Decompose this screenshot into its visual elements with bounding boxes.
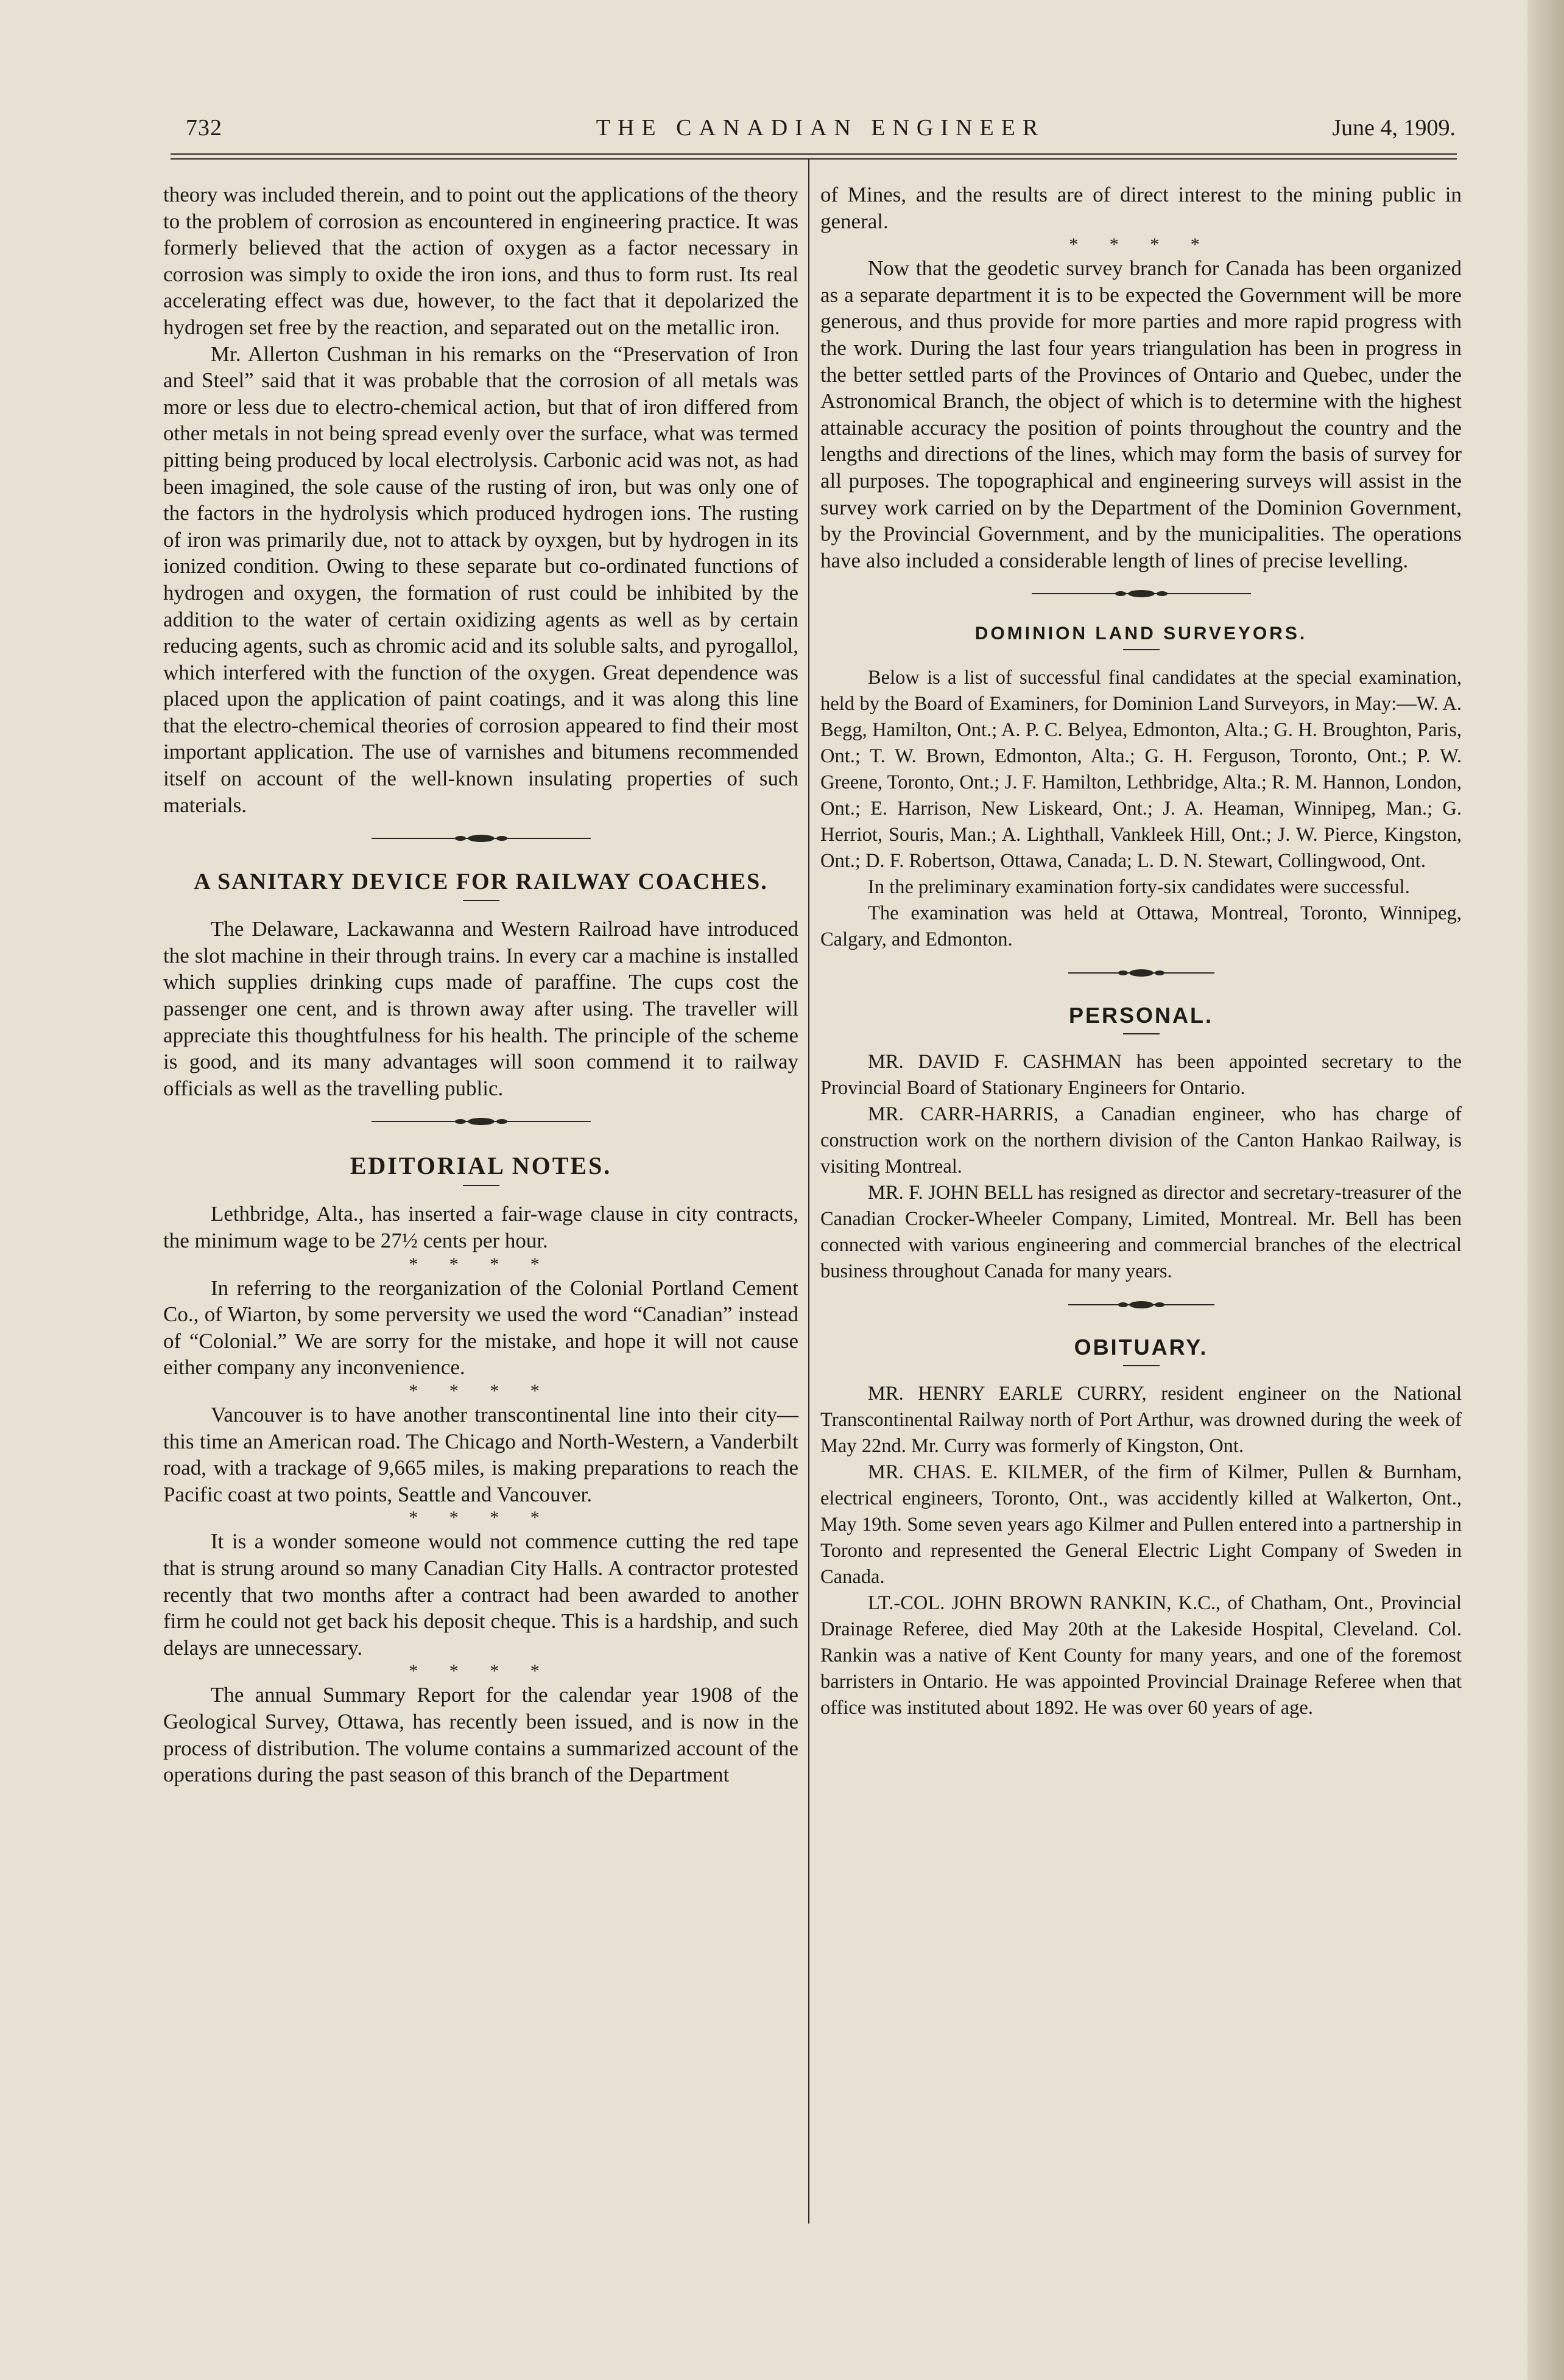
star-separator: * * * * — [1069, 234, 1213, 255]
star-separator: * * * * — [409, 1254, 553, 1274]
section-heading: EDITORIAL NOTES. — [350, 1152, 612, 1180]
page-number: 732 — [186, 115, 222, 141]
section-heading: PERSONAL. — [1068, 1003, 1214, 1028]
heading-rule — [1123, 649, 1160, 650]
paragraph: MR. DAVID F. CASHMAN has been appointed secretary to the Provincial Board of Stationary Engineers for Ontario. — [820, 1051, 1462, 1100]
heading-rule — [1123, 1033, 1160, 1034]
section-heading: OBITUARY. — [1074, 1335, 1208, 1360]
paragraph: MR. CHAS. E. KILMER, of the firm of Kilmer, Pullen & Burnham, electrical engineers, Toronto, Ont., was accidently killed at Walkerton, Ont., May 19th. Some seven years ago Kilmer and Pullen entered into a partnership in Toronto and represented the General Electric Light Company of Sweden in Canada. — [820, 1461, 1462, 1588]
star-separator: * * * * — [409, 1508, 553, 1528]
ornament-divider — [372, 833, 591, 844]
section-heading: A SANITARY DEVICE FOR RAILWAY COACHES. — [194, 869, 768, 895]
paragraph: Mr. Allerton Cushman in his remarks on the “Preservation of Iron and Steel” said that it was probable that the corrosion of all metals was more or less due to electro-chemical action, but that of iron differed from other metals in not being spread evenly over the surface, what was termed pitting being produced by local electrolysis. Carbonic acid was not, as had been imagined, the sole cause of the rusting of iron, but was only one of the factors in the hydrolysis which produced hydrogen ions. The rusting of iron was primarily due, not to attack by oyxgen, but by hydrogen in its ionized condition. Owing to these separate but co-ordinated functions of hydrogen and oxygen, the formation of rust could be inhibited by the addition to the water of certain oxidizing agents as well as by certain reducing agents, such as chromic acid and its soluble salts, and pyrogallol, which interfered with the function of the oxygen. Great dependence was placed upon the application of paint coatings, and it was along this line that the electro-chemical theories of corrosion appeared to find their most important application. The use of varnishes and bitumens recommended itself on account of the well-known insulating properties of such materials. — [163, 342, 798, 817]
header-rule — [171, 153, 1457, 155]
right-column — [820, 181, 1462, 1721]
heading-rule — [463, 900, 499, 901]
issue-date: June 4, 1909. — [1332, 115, 1456, 141]
heading-rule — [463, 1185, 499, 1186]
paragraph: Vancouver is to have another transcontinental line into their city—this time an American road. The Chicago and North-Western, a Vanderbilt road, with a trackage of 9,665 miles, is making preparations to reach the Pacific coast at two points, Seattle and Vancouver. — [163, 1402, 798, 1506]
ornament-divider — [372, 1116, 591, 1127]
page-edge — [1527, 0, 1564, 2380]
ornament-divider — [1068, 967, 1214, 978]
paragraph: In referring to the reorganization of the Colonial Portland Cement Co., of Wiarton, by some perversity we used the word “Canadian” instead of “Colonial.” We are sorry for the mistake, and hope it will not cause either company any inconvenience. — [163, 1276, 798, 1380]
paragraph: of Mines, and the results are of direct interest to the mining public in general. — [820, 183, 1462, 233]
running-header — [186, 110, 1456, 146]
paragraph: MR. F. JOHN BELL has resigned as director and secretary-treasurer of the Canadian Crocker-Wheeler Company, Limited, Montreal. Mr. Bell has been connected with various engineering and commercial branches of the electrical business throughout Canada for many years. — [820, 1182, 1462, 1283]
paragraph: Lethbridge, Alta., has inserted a fair-wage clause in city contracts, the minimum wage to be 27½ cents per hour. — [163, 1202, 798, 1252]
paragraph: MR. HENRY EARLE CURRY, resident engineer on the National Transcontinental Railway north of Port Arthur, was drowned during the week of May 22nd. Mr. Curry was formerly of Kingston, Ont. — [820, 1383, 1462, 1458]
header-rule-double — [171, 158, 1457, 160]
paragraph: MR. CARR-HARRIS, a Canadian engineer, who has charge of construction work on the northern division of the Canton Hankao Railway, is visiting Montreal. — [820, 1103, 1462, 1178]
paragraph: The Delaware, Lackawanna and Western Railroad have introduced the slot machine in their through trains. In every car a machine is installed which supplies drinking cups made of paraffine. The cups cost the passenger one cent, and is thrown away after using. The traveller will appreciate this thoughtfulness for his health. The principle of the scheme is good, and its many advantages will soon commend it to railway officials as well as the travelling public. — [163, 917, 798, 1100]
journal-title: THE CANADIAN ENGINEER — [596, 115, 1046, 141]
paragraph: In the preliminary examination forty-six candidates were successful. — [868, 876, 1410, 899]
paragraph: It is a wonder someone would not commence cutting the red tape that is strung around so many Canadian City Halls. A contractor protested recently that two months after a contract had been awarded to another firm he could not get back his deposit cheque. This is a hardship, and such delays are unnecessary. — [163, 1529, 798, 1660]
star-separator: * * * * — [409, 1380, 553, 1401]
paragraph: Now that the geodetic survey branch for Canada has been organized as a separate department it is to be expected the Government will be more generous, and thus provide for more parties and more rapid progress with the work. During the last four years triangulation has been in progress in the better settled parts of the Provinces of Ontario and Quebec, under the Astronomical Branch, the object of which is to determine with the highest attainable accuracy the position of points throughout the country and the lengths and directions of the lines, which may form the basis of survey for all purposes. The topographical and engineering surveys will assist in the survey work carried on by the Department of the Dominion Government, by the Provincial Government, and by the municipalities. The operations have also included a considerable length of lines of precise levelling. — [820, 256, 1462, 572]
paragraph: Below is a list of successful final candidates at the special examination, held by the Board of Examiners, for Dominion Land Surveyors, in May:—W. A. Begg, Hamilton, Ont.; A. P. C. Belyea, Edmonton, Alta.; G. H. Broughton, Paris, Ont.; T. W. Brown, Edmonton, Alta.; G. H. Ferguson, Toronto, Ont.; P. W. Greene, Toronto, Ont.; J. F. Hamilton, Lethbridge, Alta.; R. M. Hannon, London, Ont.; E. Harrison, New Liskeard, Ont.; J. A. Heaman, Winnipeg, Man.; G. Herriot, Souris, Man.; A. Lighthall, Vankleek Hill, Ont.; J. W. Pierce, Kingston, Ont.; D. F. Robertson, Ottawa, Canada; L. D. N. Stewart, Collingwood, Ont. — [820, 667, 1462, 872]
heading-rule — [1123, 1365, 1160, 1366]
section-heading: DOMINION LAND SURVEYORS. — [974, 623, 1308, 644]
paragraph: theory was included therein, and to point out the applications of the theory to the problem of corrosion as encountered in engineering practice. It was formerly believed that the action of oxygen as a factor necessary in corrosion was simply to oxide the iron ions, and thus to form rust. Its real accelerating effect was due, however, to the fact that it depolarized the hydrogen set free by the reaction, and separated out on the metallic iron. — [163, 183, 798, 339]
ornament-divider — [1032, 588, 1251, 599]
paragraph: The annual Summary Report for the calendar year 1908 of the Geological Survey, Ottawa, has recently been issued, and is now in the process of distribution. The volume contains a summarized account of the operations during the past season of this branch of the Department — [163, 1683, 798, 1787]
paragraph: The examination was held at Ottawa, Montreal, Toronto, Winnipeg, Calgary, and Edmonton. — [820, 902, 1462, 951]
column-divider — [808, 160, 809, 2224]
left-column — [163, 181, 798, 1788]
ornament-divider — [1068, 1299, 1214, 1310]
paragraph: LT.-COL. JOHN BROWN RANKIN, K.C., of Chatham, Ont., Provincial Drainage Referee, died May 20th at the Lakeside Hospital, Cleveland. Col. Rankin was a native of Kent County for many years, and one of the foremost barristers in Ontario. He was appointed Provincial Drainage Referee when that office was instituted about 1892. He was over 60 years of age. — [820, 1592, 1462, 1719]
star-separator: * * * * — [409, 1661, 553, 1682]
